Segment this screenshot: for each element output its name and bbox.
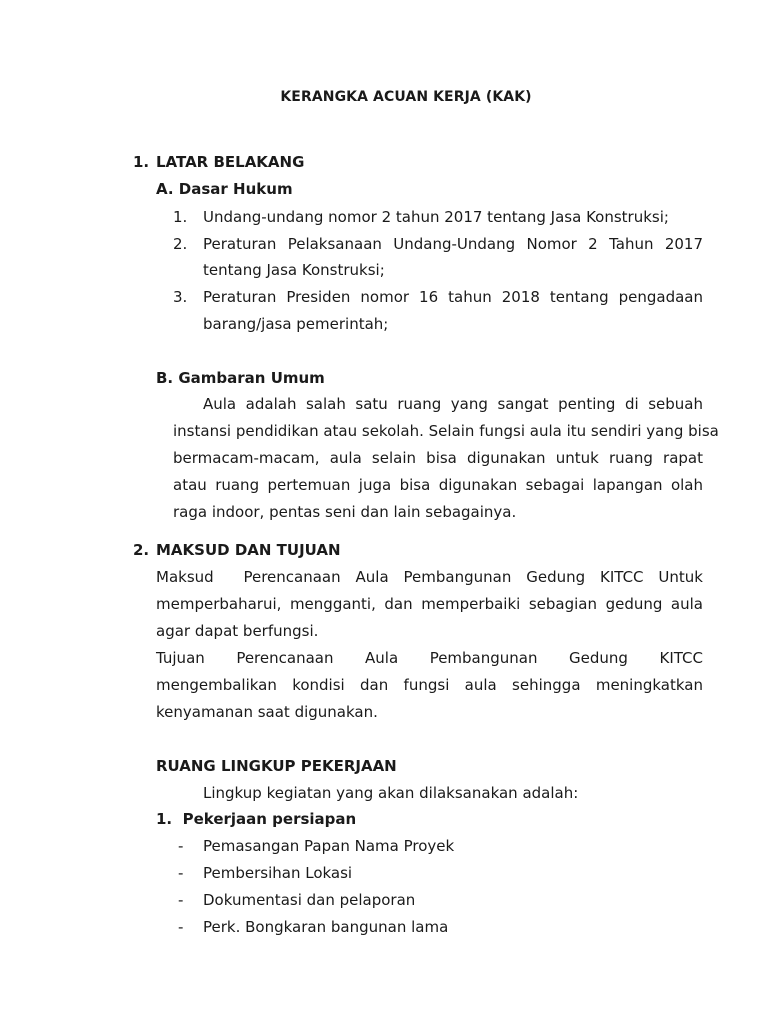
list-item-text: Undang-undang nomor 2 tahun 2017 tentang Jasa Konstruksi; bbox=[203, 208, 669, 226]
paragraph-line: Maksud Perencanaan Aula Pembangunan Gedung KITCC Untuk bbox=[156, 568, 703, 586]
list-item-text: Perk. Bongkaran bangunan lama bbox=[203, 918, 449, 936]
section1-number: 1. bbox=[133, 153, 150, 171]
list-item-text: Peraturan Pelaksanaan Undang-Undang Nomor 2 Tahun 2017 bbox=[203, 235, 703, 253]
paragraph-line: raga indoor, pentas seni dan lain sebagainya. bbox=[173, 503, 517, 521]
bullet-dash: - bbox=[178, 918, 184, 936]
list-item-text: Pembersihan Lokasi bbox=[203, 864, 353, 882]
list-item-text: Pemasangan Papan Nama Proyek bbox=[203, 837, 455, 855]
section2-heading: MAKSUD DAN TUJUAN bbox=[156, 541, 341, 559]
list-item-text: Peraturan Presiden nomor 16 tahun 2018 tentang pengadaan bbox=[203, 288, 703, 306]
subsection-b-label: B. Gambaran Umum bbox=[156, 369, 325, 387]
list-item-number: 1. bbox=[173, 208, 188, 226]
list-item-text: Dokumentasi dan pelaporan bbox=[203, 891, 416, 909]
section1-heading: LATAR BELAKANG bbox=[156, 153, 305, 171]
section3-heading: RUANG LINGKUP PEKERJAAN bbox=[156, 757, 397, 775]
paragraph-line: mengembalikan kondisi dan fungsi aula sehingga meningkatkan bbox=[156, 676, 703, 694]
bullet-dash: - bbox=[178, 891, 184, 909]
paragraph-line: atau ruang pertemuan juga bisa digunakan sebagai lapangan olah bbox=[173, 476, 703, 494]
list-item-text: barang/jasa pemerintah; bbox=[203, 315, 389, 333]
subsection-a-label: A. Dasar Hukum bbox=[156, 180, 293, 198]
list-item-number: 3. bbox=[173, 288, 188, 306]
section2-number: 2. bbox=[133, 541, 150, 559]
bullet-dash: - bbox=[178, 864, 184, 882]
subsection-persiapan-label: 1. Pekerjaan persiapan bbox=[156, 810, 357, 828]
section3-intro: Lingkup kegiatan yang akan dilaksanakan adalah: bbox=[203, 784, 579, 802]
paragraph-line: Aula adalah salah satu ruang yang sangat penting di sebuah bbox=[203, 395, 703, 413]
bullet-dash: - bbox=[178, 837, 184, 855]
paragraph-line: memperbaharui, mengganti, dan memperbaiki sebagian gedung aula bbox=[156, 595, 703, 613]
paragraph-line: bermacam-macam, aula selain bisa digunakan untuk ruang rapat bbox=[173, 449, 703, 467]
list-item-number: 2. bbox=[173, 235, 188, 253]
paragraph-line: Tujuan Perencanaan Aula Pembangunan Gedung KITCC bbox=[156, 649, 703, 667]
document-title: KERANGKA ACUAN KERJA (KAK) bbox=[280, 89, 532, 105]
list-item-text: tentang Jasa Konstruksi; bbox=[203, 261, 385, 279]
paragraph-line: agar dapat berfungsi. bbox=[156, 622, 319, 640]
paragraph-line: kenyamanan saat digunakan. bbox=[156, 703, 378, 721]
paragraph-line: instansi pendidikan atau sekolah. Selain fungsi aula itu sendiri yang bisa bbox=[173, 422, 719, 440]
